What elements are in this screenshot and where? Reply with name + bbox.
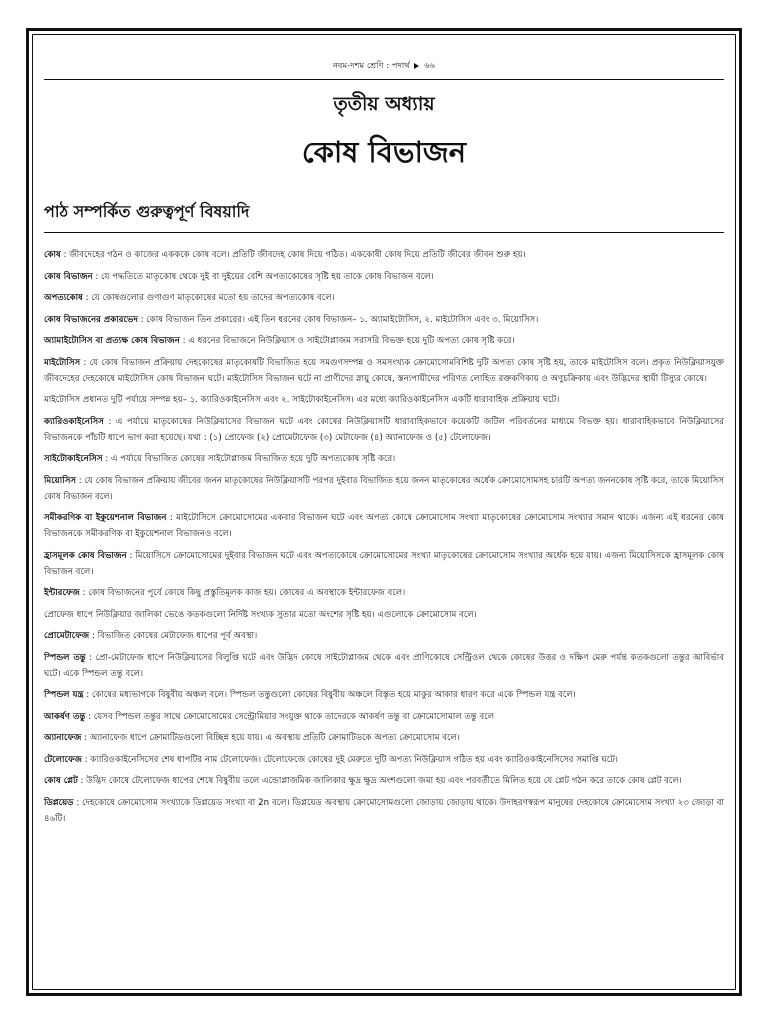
definition-term: কোষ প্লেট [44, 776, 78, 786]
definition-term: কোষ [44, 250, 61, 260]
definition-text: : যে কোষ বিভাজন প্রক্রিয়ায় দেহকোষের মাতৃকোষটি বিভাজিত হয়ে সমগুণসম্পন্ন ও সমসংখ্যক ক্রোমোসোমবিশিষ্ট দুটি অপত্য কোষ সৃষ্টি হয়, তাকে মাইটোসিস বলে। প্রকৃত নিউক্লিয়াসযুক্ত জীবদেহের দেহকোষে মাইটোসিস কোষ বিভাজন ঘটে। মাইটোসিস বিভাজন ঘটে না প্রাণীদের স্নায়ু কোষে, স্তন্যপায়ীদের পরিণত লোহিত রক্তকণিকায় ও অণুচক্রিকায় এবং উদ্ভিদের স্থায়ী টিস্যুর কোষে। [44, 357, 724, 384]
chapter-number: তৃতীয় অধ্যায় [333, 93, 435, 115]
definition-term: কোষ বিভাজনের প্রকারভেদ [44, 314, 138, 325]
definition-text: : উদ্ভিদ কোষে টেলোফেজ ধাপের শেষে বিষুবীয় তলে এন্ডোপ্লাজমিক জালিকার ক্ষুদ্র ক্ষুদ্র অংশগুলো জমা হয় এবং পরবর্তীতে মিলিত হয়ে যে প্লেট গঠন করে তাকে কোষ প্লেট বলে। [77, 776, 682, 786]
definition-text: : যে কোষ বিভাজন প্রক্রিয়ায় জীবের জনন মাতৃকোষের নিউক্লিয়াসটি পরপর দুইবার বিভাজিত হয়ে জনন মাতৃকোষের অর্ধেক ক্রোমোসোমসহ চারটি অপত্য জননকোষ সৃষ্টি করে, তাকে মিয়োসিস কোষ বিভাজন বলে। [44, 475, 724, 502]
definition-entry [44, 752, 724, 768]
definition-term: অ্যামাইটোসিস বা প্রত্যক্ষ কোষ বিভাজন [44, 336, 180, 346]
definition-term: অ্যানাফেজ [44, 733, 82, 743]
definition-entry [44, 650, 724, 682]
definition-term: কোষ বিভাজন [44, 271, 93, 282]
definition-term: মাইটোসিস [44, 357, 81, 368]
definition-text: প্রোফেজ ধাপে নিউক্লিয়ার জালিকা ভেঙে কতকগুলো নির্দিষ্ট সংখ্যক সুতার মতো অংশের সৃষ্টি হয়। এগুলোকে ক্রোমোসোম বলে। [44, 609, 477, 620]
definition-entry [44, 290, 724, 306]
definition-entry [44, 510, 724, 542]
definition-text: : এ পর্যায়ে বিভাজিত কোষের সাইটোপ্লাজম বিভাজিত হয়ে দুটি অপত্যকোষ সৃষ্টি করে। [102, 454, 396, 464]
definition-text: : এ ধরনের বিভাজনে নিউক্লিয়াস ও সাইটোপ্লাজম সরাসরি বিভক্ত হয়ে দুটি অপত্য কোষ সৃষ্টি করে। [179, 336, 515, 346]
definition-term: স্পিন্ডল তন্তু [44, 652, 86, 663]
definition-text: : জীবদেহের গঠন ও কাজের একককে কোষ বলে। প্রতিটি জীবদেহ কোষ দিয়ে গঠিত। এককোষী কোষ দিয়ে প্রতিটি জীবের জীবন শুরু হয়। [60, 250, 526, 260]
definition-term: হ্রাসমূলক কোষ বিভাজন [44, 550, 127, 561]
definition-entry [44, 795, 724, 827]
definition-entry [44, 392, 724, 408]
definition-term: স্পিন্ডল যন্ত্র [44, 690, 84, 700]
definition-entry [44, 773, 724, 789]
definition-text: : দেহকোষে ক্রোমোসোম সংখ্যাকে ডিপ্লয়েড সংখ্যা বা 2n বলে। ডিপ্লয়েড অবস্থায় ক্রোমোসোমগুলো জোড়ায় জোড়ায় থাকে। উদাহরণস্বরূপ মানুষের দেহকোষে ক্রোমোসোম সংখ্যা ২৩ জোড়া বা ৪৬টি। [44, 797, 724, 824]
definition-entry [44, 473, 724, 505]
running-head [44, 60, 724, 73]
definition-text: : ক্যারিওকাইনেসিসের শেষ ধাপটির নাম টেলোফেজ। টেলোফেজে কোষের দুই মেরুতে দুটি অপত্য নিউক্লিয়াস গঠিত হয় এবং ক্যারিওকাইনেসিসের সমাপ্তি ঘটে। [81, 754, 618, 765]
running-head-text: নবম-দশম শ্রেণি : পদার্থ [332, 61, 410, 70]
definition-term: ডিপ্লয়েড [44, 797, 74, 808]
definition-entry [44, 355, 724, 387]
definition-text: : কোষ বিভাজনের পূর্বে কোষে কিছু প্রস্তুতিমূলক কাজ হয়। কোষের এ অবস্থাকে ইন্টারফেজ বলে। [79, 588, 406, 598]
chapter-title: কোষ বিভাজন [301, 135, 467, 169]
definition-term: সমীকরণিক বা ইকুয়েশনাল বিভাজন [44, 513, 167, 523]
definition-text: : এ পর্যায়ে মাতৃকোষের নিউক্লিয়াসের বিভাজন ঘটে এবং কোষের নিউক্লিয়াসটি ধারাবাহিকভাবে কয়েকটি জটিল পরিবর্তনের মাধ্যমে বিভক্ত হয়। ধারাবাহিকভাবে নিউক্লিয়াসের বিভাজনকে পাঁচটি ধাপে ভাগ করা হয়েছে। যথা : (১) প্রোফেজ (২) প্রোমেটাফেজ (৩) মেটাফেজ (৪) অ্যানাফেজ ও (৫) টেলোফেজ। [44, 416, 724, 443]
definition-text: : মিয়োসিসে ক্রোমোসোমের দুইবার বিভাজন ঘটে এবং অপত্যকোষে ক্রোমোসোমের সংখ্যা মাতৃকোষের ক্রোমোসোম সংখ্যার অর্ধেক হয়ে যায়। এজন্য মিয়োসিসকে হ্রাসমূলক কোষ বিভাজন বলে। [44, 550, 724, 577]
definition-text: : অ্যানাফেজ ধাপে ক্রোমাটিডগুলো বিচ্ছিন্ন হয়ে যায়। এ অবস্থায় প্রতিটি ক্রোমাটিডকে অপত্য ক্রোমোসোম বলে। [81, 733, 460, 743]
definition-text: মাইটোসিস প্রধানত দুটি পর্যায়ে সম্পন্ন হয়– ১. ক্যারিওকাইনেসিস এবং ২. সাইটোকাইনেসিস। এর মধ্যে ক্যারিওকাইনেসিস একটি ধারাবাহিক প্রক্রিয়ায় ঘটে। [44, 395, 560, 405]
page-number: ৬৬ [424, 61, 436, 70]
definition-entry [44, 730, 724, 746]
page-content [44, 60, 724, 832]
section-divider [44, 232, 724, 233]
definition-text: : মাইটোসিসে ক্রোমোসোমের একবার বিভাজন ঘটে এবং অপত্য কোষে ক্রোমোসোম সংখ্যা মাতৃকোষের ক্রোমোসোম সংখ্যার সমান থাকে। এজন্য এই ধরনের কোষ বিভাজনকে সমীকরণিক বা ইকুয়েশনাল বিভাজনও বলে। [44, 513, 724, 539]
definition-entry [44, 333, 724, 349]
definition-term: মিয়োসিস [44, 475, 77, 486]
header-divider [44, 79, 724, 80]
definition-text: : কোষের মধ্যভাগকে বিষুবীয় অঞ্চল বলে। স্পিন্ডল তন্তুগুলো কোষের বিষুবীয় অঞ্চলে বিস্তৃত হয়ে মাকুর আকার ধারণ করে একে স্পিন্ডল যন্ত্র বলে। [83, 690, 576, 700]
definition-entry [44, 312, 724, 328]
definition-entry [44, 585, 724, 601]
definition-term: প্রোমেটাফেজ [44, 631, 90, 641]
definition-entry [44, 548, 724, 580]
definition-text: : যে পদ্ধতিতে মাতৃকোষ থেকে দুই বা দুইয়ের বেশি অপত্যকোষের সৃষ্টি হয় তাকে কোষ বিভাজন বলে। [92, 271, 434, 282]
definition-entry [44, 607, 724, 623]
arrow-right-icon [414, 63, 419, 69]
definition-text: : বিভাজিত কোষের মেটাফেজ ধাপের পূর্ব অবস্থা। [89, 631, 258, 641]
definition-entry [44, 247, 724, 263]
definition-text: : কোষ বিভাজন তিন প্রকারের। এই তিন ধরনের কোষ বিভাজন– ১. অ্যামাইটোসিস, ২. মাইটোসিস এবং ৩. মিয়োসিস। [137, 314, 539, 325]
definition-term: আকর্ষণ তন্তু [44, 711, 86, 722]
definition-entry [44, 709, 724, 725]
definition-text: : যেসব স্পিন্ডল তন্তুর সাথে ক্রোমোসোমের সেন্ট্রোমিয়ার সংযুক্ত থাকে তাদেরকে আকর্ষণ তন্তু বা ক্রোমোসোমাল তন্তু বলে [85, 711, 495, 722]
definition-entry [44, 628, 724, 644]
definition-text: : যে কোষগুলোর গুণাগুণ মাতৃকোষের মতো হয় তাদের অপত্যকোষ বলে। [82, 293, 335, 303]
definition-entry [44, 451, 724, 467]
definition-term: ইন্টারফেজ [44, 588, 80, 598]
definition-term: সাইটোকাইনেসিস [44, 454, 103, 464]
definition-list [44, 247, 724, 827]
definition-entry [44, 269, 724, 285]
definition-term: টেলোফেজ [44, 754, 82, 765]
section-heading: পাঠ সম্পর্কিত গুরুত্বপূর্ণ বিষয়াদি [44, 202, 250, 221]
definition-entry [44, 687, 724, 703]
definition-term: ক্যারিওকাইনেসিস [44, 416, 104, 427]
definition-term: অপত্যকোষ [44, 293, 83, 303]
definition-entry [44, 414, 724, 446]
definition-text: : প্রো-মেটাফেজ ধাপে নিউক্লিয়াসের বিলুপ্তি ঘটে এবং উদ্ভিদ কোষে সাইটোপ্লাজম থেকে এবং প্রাণিকোষে সেন্ট্রিওল থেকে কোষের উত্তর ও দক্ষিণ মেরু পর্যন্ত কতকগুলো তন্তুর আবির্ভাব ঘটে। একে স্পিন্ডল তন্তু বলে। [44, 652, 724, 679]
